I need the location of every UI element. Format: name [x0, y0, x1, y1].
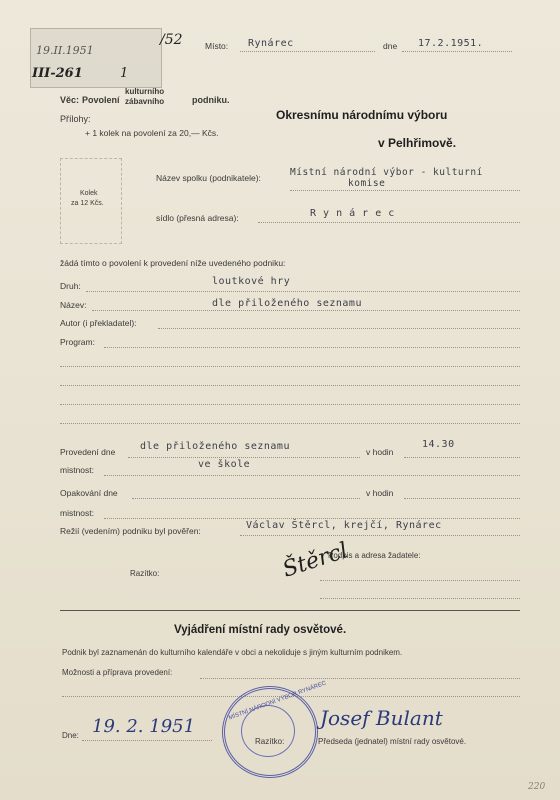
rezie-value: Václav Štěrcl, krejčí, Rynárec — [246, 520, 442, 531]
vec-text3: podniku. — [192, 95, 230, 105]
recipient-line1: Okresnímu národnímu výboru — [276, 108, 448, 122]
nazev-value: dle přiloženého seznamu — [212, 298, 362, 309]
hodin-label: v hodin — [366, 447, 394, 457]
seat-value: R y n á r e c — [310, 208, 395, 219]
moznosti-label: Možnosti a příprava provedení: — [62, 668, 173, 677]
hodin2-label: v hodin — [366, 488, 394, 498]
mistnost-value: ve škole — [198, 459, 251, 470]
druh-label: Druh: — [60, 281, 81, 291]
provedeni-value: dle přiloženého seznamu — [140, 441, 290, 452]
date-label: dne — [383, 41, 398, 51]
prilohy-text: + 1 kolek na povolení za 20,— Kčs. — [85, 128, 219, 138]
mistnost2-label: mistnost: — [60, 508, 95, 518]
rezie-label: Režií (vedením) podniku byl pověřen: — [60, 526, 201, 536]
recipient-line2: v Pelhřimově. — [378, 136, 457, 150]
vec-text2b: zábavního — [125, 97, 165, 106]
vec-label: Věc: — [60, 95, 80, 105]
place-value: Rynárec — [248, 38, 294, 49]
dne-value: 19. 2. 1951 — [92, 716, 196, 737]
podpis-label: Podpis a adresa žadatele: — [328, 551, 421, 560]
osvetova-title: Vyjádření místní rady osvětové. — [174, 624, 347, 636]
applicant-name-value: Místní národní výbor - kulturní — [290, 167, 483, 178]
seat-label: sídlo (přesná adresa): — [156, 213, 239, 223]
razitko-label: Razítko: — [130, 569, 160, 578]
dne-label: Dne: — [62, 731, 79, 740]
place-label: Místo: — [205, 41, 229, 51]
date-value: 17.2.1951. — [418, 38, 484, 49]
applicant-signature: Štěrcl — [279, 538, 352, 583]
request-intro: žádá tímto o povolení k provedení níže uvedeného podniku: — [60, 258, 286, 268]
ref-suffix: 1 — [120, 66, 129, 81]
provedeni-label: Provedení dne — [60, 447, 116, 457]
seal-text: MÍSTNÍ NÁRODNÍ VÝBOR RYNÁREC — [228, 680, 328, 722]
predseda-label: Předseda (jednatel) místní rady osvětové. — [318, 737, 467, 746]
kolek-line2: za 12 Kčs. — [71, 200, 104, 207]
osvetova-text: Podnik byl zaznamenán do kulturního kalendáře v obci a nekoliduje s jiným kulturním podnikem. — [62, 648, 403, 657]
prilohy-label: Přílohy: — [60, 114, 91, 124]
council-signature: Josef Bulant — [320, 706, 443, 730]
ref-number: III-261 — [32, 66, 83, 81]
autor-label: Autor (i překladatel): — [60, 318, 137, 328]
kolek-line1: Kolek — [80, 190, 98, 197]
pencil-note: 220 — [528, 782, 546, 792]
vec-text1: Povolení — [82, 95, 120, 105]
applicant-name-label: Název spolku (podnikatele): — [156, 173, 261, 183]
applicant-name-value2: komise — [348, 178, 386, 189]
nazev-label: Název: — [60, 300, 87, 310]
razitko2-label: Razítko: — [255, 737, 285, 746]
section-divider — [60, 610, 520, 611]
stamp-date: 19.II.1951 — [36, 44, 94, 57]
vec-text2a: kulturního — [125, 87, 165, 96]
druh-value: loutkové hry — [212, 276, 291, 287]
mistnost-label: mistnost: — [60, 465, 95, 475]
program-label: Program: — [60, 337, 95, 347]
hodin-value: 14.30 — [422, 439, 455, 450]
opakovani-label: Opakování dne — [60, 488, 118, 498]
ref-slash: /52 — [160, 32, 183, 48]
